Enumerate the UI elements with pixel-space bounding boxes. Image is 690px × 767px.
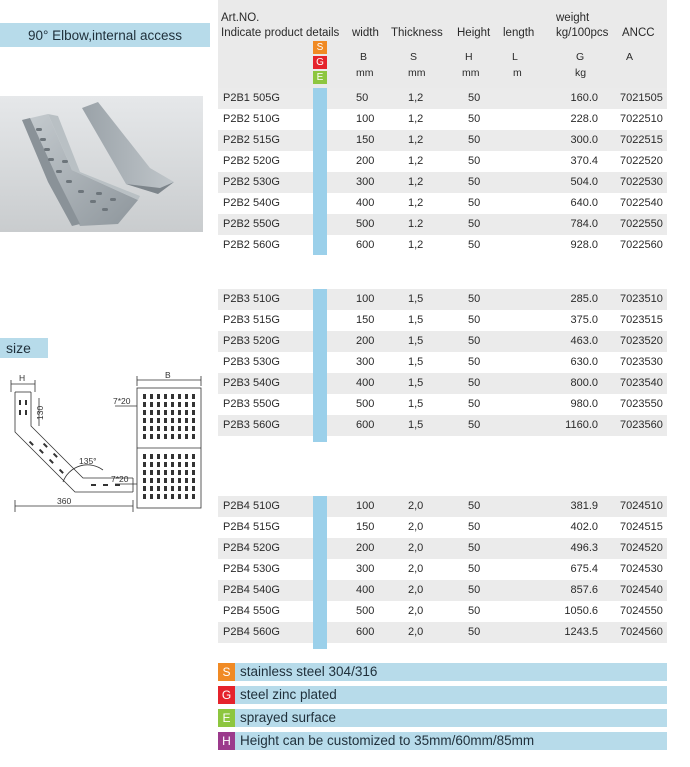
- slot-mark: [178, 486, 181, 491]
- header-sym-g: G: [576, 51, 585, 63]
- slot-mark: [150, 486, 153, 491]
- table-cell: 857.6: [570, 584, 598, 596]
- slot-mark: [185, 494, 188, 499]
- slot-mark: [150, 402, 153, 407]
- slot-mark: [185, 434, 188, 439]
- table-cell: 402.0: [570, 521, 598, 533]
- slot-mark: [171, 454, 174, 459]
- table-cell: 50: [468, 218, 481, 230]
- table-cell: 980.0: [570, 398, 598, 410]
- table-cell: 50: [356, 92, 369, 104]
- table-cell: P2B2 530G: [223, 176, 280, 188]
- slot-mark: [164, 426, 167, 431]
- slot-mark: [178, 394, 181, 399]
- table-cell: 2,0: [408, 605, 424, 617]
- table-cell: 500: [356, 398, 375, 410]
- sge-e-badge: E: [313, 71, 327, 84]
- table-cell: 7024560: [620, 626, 663, 638]
- slot-mark: [178, 426, 181, 431]
- table-cell: 1,2: [408, 239, 424, 251]
- table-cell: 1,5: [408, 419, 424, 431]
- table-cell: 1,2: [408, 113, 424, 125]
- table-cell: 1,5: [408, 335, 424, 347]
- slot-mark: [192, 426, 195, 431]
- slot-mark: [150, 478, 153, 483]
- table-cell: 463.0: [570, 335, 598, 347]
- table-cell: 928.0: [570, 239, 598, 251]
- header-sym-s: S: [410, 51, 418, 63]
- slot-mark: [171, 462, 174, 467]
- slot-mark: [164, 486, 167, 491]
- slot-mark: [192, 470, 195, 475]
- table-cell: 7022510: [620, 113, 663, 125]
- table-cell: 7022520: [620, 155, 663, 167]
- slot-mark: [171, 494, 174, 499]
- slot-mark: [143, 402, 146, 407]
- table-cell: P2B2 510G: [223, 113, 280, 125]
- slot-mark: [185, 478, 188, 483]
- table-cell: P2B2 550G: [223, 218, 280, 230]
- slot-mark: [150, 462, 153, 467]
- dimension-drawing: [5, 370, 217, 520]
- slot-mark: [192, 486, 195, 491]
- slot-mark: [150, 410, 153, 415]
- slot-mark: [185, 462, 188, 467]
- table-cell: 300: [356, 356, 375, 368]
- table-cell: 2,0: [408, 584, 424, 596]
- table-cell: P2B4 510G: [223, 500, 280, 512]
- legend-key-g: G: [218, 686, 235, 704]
- table-cell: 50: [468, 134, 481, 146]
- slot-mark: [178, 454, 181, 459]
- table-cell: P2B4 515G: [223, 521, 280, 533]
- header-sym-l: L: [512, 51, 518, 63]
- slot-mark: [164, 470, 167, 475]
- table-cell: P2B4 550G: [223, 605, 280, 617]
- slot-mark: [143, 410, 146, 415]
- table-cell: 50: [468, 500, 481, 512]
- table-cell: 200: [356, 542, 375, 554]
- table-cell: 100: [356, 113, 375, 125]
- header-weight-unit: kg/100pcs: [556, 27, 609, 39]
- table-cell: P2B4 540G: [223, 584, 280, 596]
- table-cell: 800.0: [570, 377, 598, 389]
- slot-mark: [143, 462, 146, 467]
- table-row: [218, 517, 667, 538]
- table-cell: 381.9: [570, 500, 598, 512]
- slot-mark: [157, 410, 160, 415]
- table-cell: 2,0: [408, 521, 424, 533]
- table-cell: 1160.0: [565, 419, 598, 431]
- table-cell: 1.2: [408, 218, 424, 230]
- slot-mark: [178, 494, 181, 499]
- slot-mark: [192, 434, 195, 439]
- table-cell: 50: [468, 563, 481, 575]
- slot-mark: [143, 486, 146, 491]
- table-cell: 2,0: [408, 500, 424, 512]
- table-cell: 675.4: [570, 563, 598, 575]
- slot-mark: [185, 410, 188, 415]
- slot-mark: [143, 454, 146, 459]
- table-cell: 504.0: [570, 176, 598, 188]
- slot-mark: [185, 402, 188, 407]
- table-cell: 7023550: [620, 398, 663, 410]
- table-cell: 300: [356, 563, 375, 575]
- slot-mark: [178, 470, 181, 475]
- table-cell: 1,5: [408, 293, 424, 305]
- slot-mark: [143, 418, 146, 423]
- table-cell: 1,2: [408, 197, 424, 209]
- slot-mark: [157, 402, 160, 407]
- table-row: [218, 130, 667, 151]
- table-cell: 1050.6: [564, 605, 598, 617]
- slot-mark: [157, 454, 160, 459]
- header-band: [218, 0, 667, 88]
- table-cell: 50: [468, 314, 481, 326]
- slot-mark: [150, 394, 153, 399]
- slot-mark: [178, 462, 181, 467]
- legend-key-h: H: [218, 732, 235, 750]
- table-cell: P2B3 540G: [223, 377, 280, 389]
- header-height: Height: [457, 27, 491, 39]
- table-cell: 50: [468, 626, 481, 638]
- slot-mark: [185, 426, 188, 431]
- header-width: width: [352, 27, 379, 39]
- table-cell: 50: [468, 419, 481, 431]
- legend-text: Height can be customized to 35mm/60mm/85mm: [240, 733, 535, 748]
- slot-mark: [150, 434, 153, 439]
- table-row: [218, 235, 667, 256]
- slot-mark: [192, 402, 195, 407]
- table-cell: 50: [468, 398, 481, 410]
- table-cell: 1,5: [408, 398, 424, 410]
- slot-mark: [192, 462, 195, 467]
- table-cell: 7024515: [620, 521, 663, 533]
- table-cell: 300.0: [570, 134, 598, 146]
- table-cell: 7023520: [620, 335, 663, 347]
- table-cell: 7022560: [620, 239, 663, 251]
- table-cell: 1,5: [408, 377, 424, 389]
- table-cell: 784.0: [570, 218, 598, 230]
- table-cell: 7024550: [620, 605, 663, 617]
- color-column: [313, 289, 327, 442]
- table-cell: 1243.5: [564, 626, 598, 638]
- table-row: [218, 310, 667, 331]
- table-cell: 228.0: [570, 113, 598, 125]
- table-cell: P2B1 505G: [223, 92, 280, 104]
- header-sym-h: H: [465, 51, 473, 63]
- legend-text: stainless steel 304/316: [240, 664, 378, 679]
- slot-mark: [164, 402, 167, 407]
- slot-mark: [171, 486, 174, 491]
- slot-mark: [164, 478, 167, 483]
- table-cell: 500: [356, 218, 375, 230]
- table-cell: 600: [356, 239, 375, 251]
- table-cell: 150: [356, 521, 375, 533]
- header-thickness: Thickness: [391, 27, 443, 39]
- table-cell: 200: [356, 155, 375, 167]
- table-row: [218, 214, 667, 235]
- table-cell: P2B3 560G: [223, 419, 280, 431]
- size-label: [0, 338, 48, 358]
- slot-mark: [164, 462, 167, 467]
- table-row: [218, 394, 667, 415]
- slot-mark: [192, 394, 195, 399]
- slot-mark: [164, 434, 167, 439]
- legend-text: sprayed surface: [240, 710, 337, 725]
- header-ancc: ANCC: [622, 27, 655, 39]
- table-cell: 50: [468, 239, 481, 251]
- table-row: [218, 559, 667, 580]
- table-cell: 7024510: [620, 500, 663, 512]
- sge-s-badge: S: [313, 41, 327, 54]
- table-cell: 7022540: [620, 197, 663, 209]
- slot-mark: [150, 494, 153, 499]
- table-cell: 7023510: [620, 293, 663, 305]
- table-cell: 7023540: [620, 377, 663, 389]
- table-cell: 7024530: [620, 563, 663, 575]
- dim-b-text: B: [165, 370, 171, 380]
- table-cell: 400: [356, 584, 375, 596]
- table-cell: P2B3 520G: [223, 335, 280, 347]
- table-cell: 50: [468, 155, 481, 167]
- slot-mark: [185, 418, 188, 423]
- table-cell: 160.0: [570, 92, 598, 104]
- size-label-text: size: [6, 340, 31, 356]
- table-cell: P2B3 515G: [223, 314, 280, 326]
- table-row: [218, 193, 667, 214]
- table-row: [218, 331, 667, 352]
- dim-720b-text: 7*20: [111, 474, 129, 484]
- slot-mark: [157, 462, 160, 467]
- slot-mark: [157, 426, 160, 431]
- table-cell: 2,0: [408, 542, 424, 554]
- table-cell: 50: [468, 92, 481, 104]
- table-cell: 1,2: [408, 92, 424, 104]
- legend-key-s: S: [218, 663, 235, 681]
- slot-mark: [178, 402, 181, 407]
- legend-text: steel zinc plated: [240, 687, 337, 702]
- table-cell: P2B3 530G: [223, 356, 280, 368]
- table-cell: 1,2: [408, 176, 424, 188]
- slot-mark: [192, 478, 195, 483]
- slot-mark: [185, 486, 188, 491]
- table-cell: 370.4: [570, 155, 598, 167]
- product-title: [0, 23, 210, 47]
- table-cell: 300: [356, 176, 375, 188]
- table-cell: P2B4 530G: [223, 563, 280, 575]
- slot-mark: [185, 470, 188, 475]
- slot-mark: [150, 426, 153, 431]
- table-cell: 50: [468, 377, 481, 389]
- table-cell: 50: [468, 176, 481, 188]
- sge-g-badge: G: [313, 56, 327, 69]
- table-row: [218, 415, 667, 436]
- slot-mark: [143, 426, 146, 431]
- table-cell: 50: [468, 584, 481, 596]
- slot-mark: [185, 454, 188, 459]
- product-photo: [0, 96, 203, 232]
- table-row: [218, 538, 667, 559]
- slot-mark: [178, 418, 181, 423]
- table-row: [218, 580, 667, 601]
- table-row: [218, 289, 667, 310]
- slot-mark: [192, 454, 195, 459]
- slot-mark: [171, 394, 174, 399]
- table-cell: 1,2: [408, 155, 424, 167]
- slot-mark: [178, 434, 181, 439]
- table-cell: 7024520: [620, 542, 663, 554]
- table-cell: P2B2 515G: [223, 134, 280, 146]
- color-column: [313, 88, 327, 255]
- table-row: [218, 352, 667, 373]
- table-cell: 400: [356, 197, 375, 209]
- table-cell: 50: [468, 293, 481, 305]
- table-cell: P2B3 510G: [223, 293, 280, 305]
- header-unit-mm3: mm: [462, 67, 480, 79]
- slot-mark: [185, 394, 188, 399]
- table-cell: 150: [356, 314, 375, 326]
- header-unit-kg: kg: [575, 67, 587, 79]
- slot-mark: [157, 494, 160, 499]
- table-cell: P2B4 520G: [223, 542, 280, 554]
- table-cell: P2B4 560G: [223, 626, 280, 638]
- dim-360-text: 360: [57, 496, 72, 506]
- slot-mark: [157, 486, 160, 491]
- table-row: [218, 172, 667, 193]
- header-sym-a: A: [626, 51, 634, 63]
- table-cell: 640.0: [570, 197, 598, 209]
- table-cell: 100: [356, 293, 375, 305]
- dim-720a-text: 7*20: [113, 396, 131, 406]
- table-cell: 1,5: [408, 314, 424, 326]
- table-cell: 1,2: [408, 134, 424, 146]
- slot-mark: [171, 402, 174, 407]
- table-cell: 2,0: [408, 626, 424, 638]
- table-cell: 50: [468, 605, 481, 617]
- table-row: [218, 109, 667, 130]
- table-row: [218, 88, 667, 109]
- slot-mark: [150, 454, 153, 459]
- slot-mark: [164, 394, 167, 399]
- table-cell: P2B2 560G: [223, 239, 280, 251]
- slot-mark: [171, 434, 174, 439]
- slot-mark: [164, 494, 167, 499]
- slot-mark: [178, 410, 181, 415]
- table-cell: 7023530: [620, 356, 663, 368]
- color-column: [313, 496, 327, 649]
- table-cell: 285.0: [570, 293, 598, 305]
- table-cell: 7024540: [620, 584, 663, 596]
- slot-mark: [143, 434, 146, 439]
- slot-mark: [178, 478, 181, 483]
- legend-key-e: E: [218, 709, 235, 727]
- table-row: [218, 622, 667, 643]
- slot-mark: [171, 410, 174, 415]
- slot-mark: [157, 478, 160, 483]
- table-row: [218, 496, 667, 517]
- header-weight: weight: [556, 12, 590, 24]
- table-row: [218, 373, 667, 394]
- slot-mark: [157, 434, 160, 439]
- table-cell: 375.0: [570, 314, 598, 326]
- slot-mark: [164, 410, 167, 415]
- table-cell: 7022530: [620, 176, 663, 188]
- dim-135-text: 135°: [79, 456, 97, 466]
- slot-mark: [171, 478, 174, 483]
- slot-mark: [143, 470, 146, 475]
- table-cell: 50: [468, 197, 481, 209]
- slot-mark: [171, 470, 174, 475]
- table-cell: 2,0: [408, 563, 424, 575]
- header-unit-mm1: mm: [356, 67, 374, 79]
- slot-mark: [171, 418, 174, 423]
- table-cell: 50: [468, 356, 481, 368]
- slot-mark: [192, 410, 195, 415]
- product-title-text: 90° Elbow,internal access: [28, 27, 182, 43]
- slot-mark: [157, 418, 160, 423]
- table-cell: 496.3: [570, 542, 598, 554]
- header-sym-b: B: [360, 51, 368, 63]
- table-cell: 7021505: [620, 92, 663, 104]
- table-cell: P2B2 520G: [223, 155, 280, 167]
- table-cell: P2B2 540G: [223, 197, 280, 209]
- table-cell: 50: [468, 335, 481, 347]
- header-length: length: [503, 27, 535, 39]
- header-unit-m: m: [513, 67, 522, 79]
- dim-130-text: 130: [35, 405, 45, 420]
- slot-mark: [192, 418, 195, 423]
- slot-mark: [150, 418, 153, 423]
- table-cell: 630.0: [570, 356, 598, 368]
- table-row: [218, 151, 667, 172]
- slot-mark: [143, 394, 146, 399]
- table-cell: 7023560: [620, 419, 663, 431]
- slot-mark: [150, 470, 153, 475]
- slot-mark: [164, 454, 167, 459]
- slot-mark: [143, 494, 146, 499]
- table-cell: 600: [356, 419, 375, 431]
- header-details: Indicate product details: [221, 27, 340, 39]
- slot-mark: [157, 394, 160, 399]
- table-cell: 400: [356, 377, 375, 389]
- slot-mark: [143, 478, 146, 483]
- table-row: [218, 601, 667, 622]
- table-cell: 1,5: [408, 356, 424, 368]
- slot-mark: [171, 426, 174, 431]
- table-cell: 7022550: [620, 218, 663, 230]
- table-cell: 50: [468, 521, 481, 533]
- table-cell: 100: [356, 500, 375, 512]
- table-cell: 7023515: [620, 314, 663, 326]
- slot-mark: [192, 494, 195, 499]
- table-cell: 500: [356, 605, 375, 617]
- slot-mark: [157, 470, 160, 475]
- table-cell: 7022515: [620, 134, 663, 146]
- table-cell: P2B3 550G: [223, 398, 280, 410]
- header-unit-mm2: mm: [408, 67, 426, 79]
- dim-h-text: H: [19, 373, 26, 383]
- table-cell: 150: [356, 134, 375, 146]
- slot-mark: [164, 418, 167, 423]
- table-cell: 50: [468, 113, 481, 125]
- table-cell: 600: [356, 626, 375, 638]
- table-cell: 50: [468, 542, 481, 554]
- header-art-no: Art.NO.: [221, 12, 260, 24]
- table-cell: 200: [356, 335, 375, 347]
